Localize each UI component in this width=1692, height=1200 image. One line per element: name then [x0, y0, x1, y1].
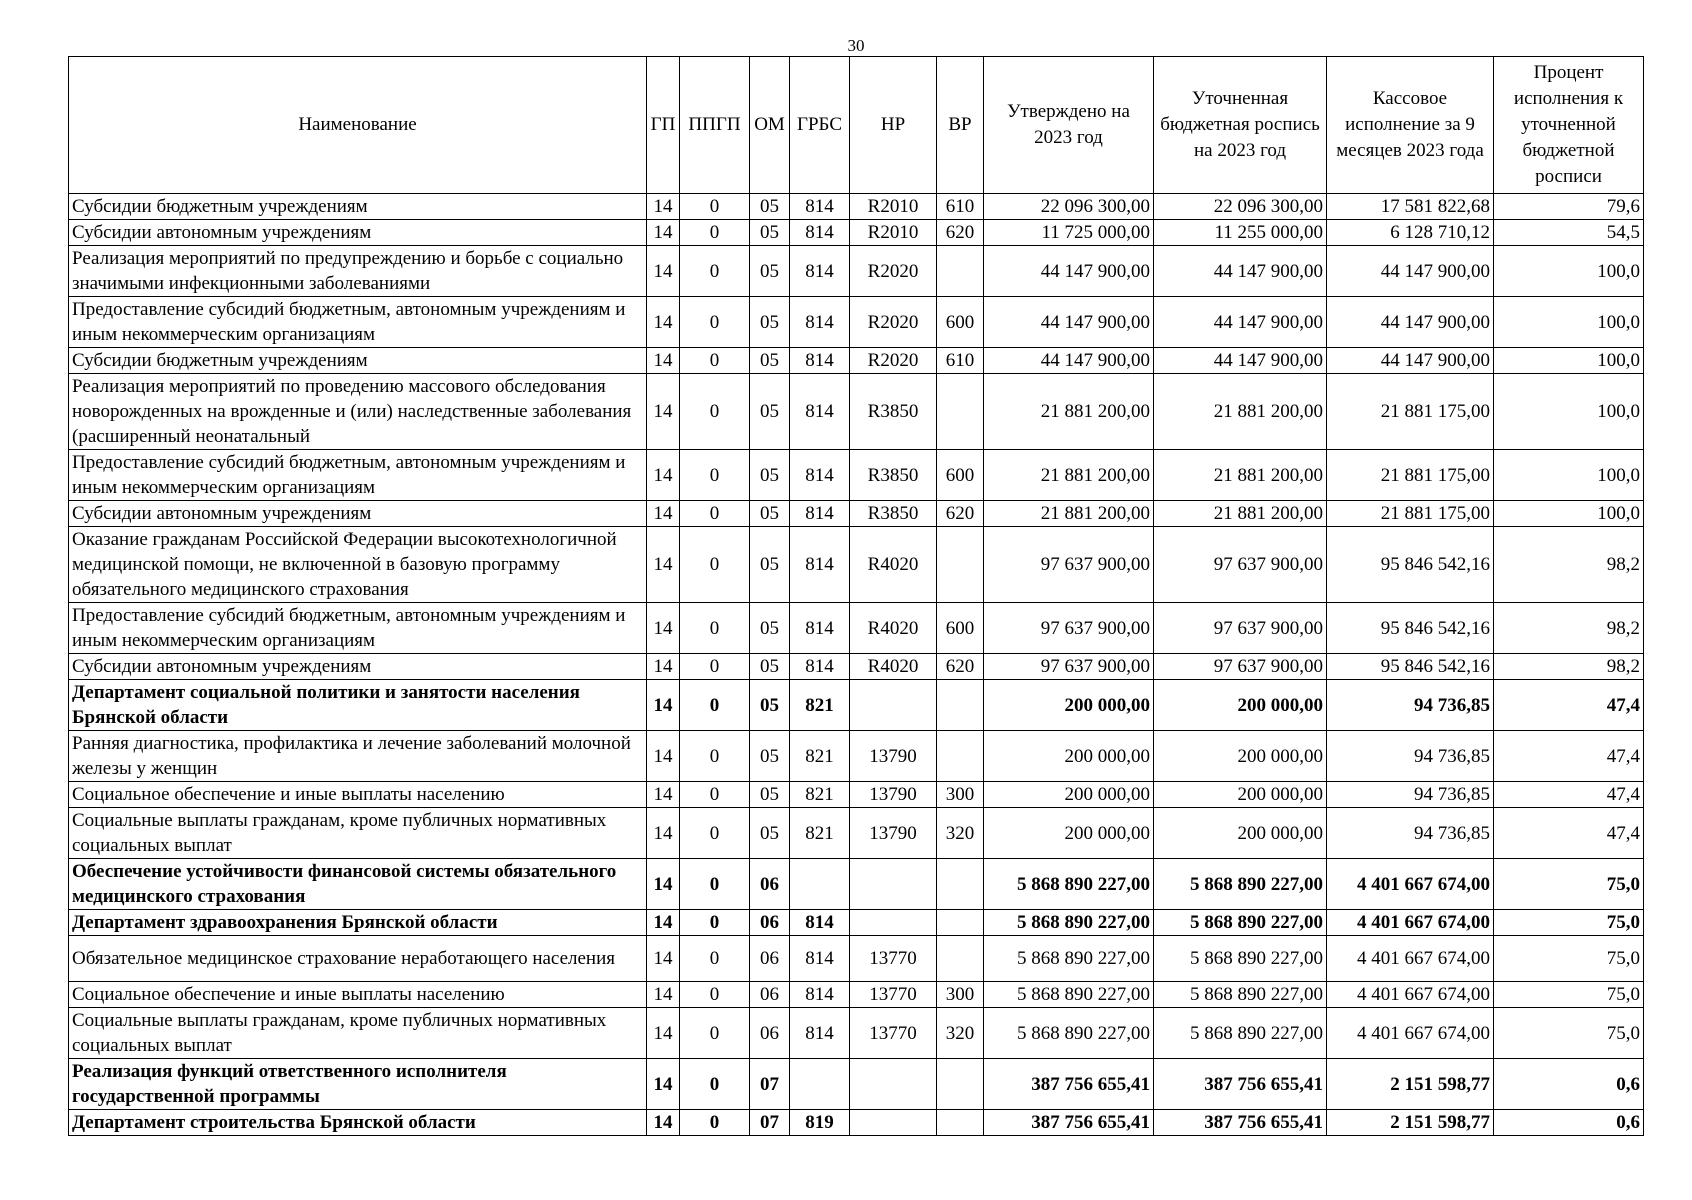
cell-vr [937, 374, 984, 450]
header-om: ОМ [750, 57, 790, 194]
header-vr: ВР [937, 57, 984, 194]
table-row [69, 859, 1644, 910]
table-row [69, 527, 1644, 603]
cell-executed: 95 846 542,16 [1327, 654, 1494, 680]
table-body [69, 194, 1644, 1136]
cell-grbs: 814 [790, 501, 850, 527]
cell-percent: 98,2 [1494, 527, 1644, 603]
header-name: Наименование [69, 57, 647, 194]
cell-gp: 14 [647, 297, 680, 348]
cell-gp: 14 [647, 603, 680, 654]
table-row [69, 450, 1644, 501]
cell-executed: 2 151 598,77 [1327, 1059, 1494, 1110]
cell-om: 05 [750, 527, 790, 603]
cell-revised: 5 868 890 227,00 [1154, 1008, 1327, 1059]
cell-gp: 14 [647, 450, 680, 501]
cell-vr [937, 731, 984, 782]
cell-percent: 100,0 [1494, 450, 1644, 501]
cell-vr: 600 [937, 297, 984, 348]
cell-vr [937, 680, 984, 731]
cell-name: Предоставление субсидий бюджетным, автономным учреждениям и иным некоммерческим организациям [69, 603, 647, 654]
cell-vr: 320 [937, 1008, 984, 1059]
cell-name: Департамент социальной политики и занятости населения Брянской области [69, 680, 647, 731]
cell-name: Субсидии автономным учреждениям [69, 220, 647, 246]
cell-approved: 200 000,00 [984, 680, 1154, 731]
cell-executed: 4 401 667 674,00 [1327, 1008, 1494, 1059]
cell-approved: 5 868 890 227,00 [984, 1008, 1154, 1059]
header-ppgp: ППГП [680, 57, 750, 194]
cell-grbs: 814 [790, 246, 850, 297]
cell-om: 05 [750, 194, 790, 220]
cell-np: R2020 [850, 246, 937, 297]
cell-name: Реализация мероприятий по предупреждению и борьбе с социально значимыми инфекционными заболеваниями [69, 246, 647, 297]
cell-executed: 44 147 900,00 [1327, 297, 1494, 348]
cell-percent: 47,4 [1494, 680, 1644, 731]
table-row [69, 297, 1644, 348]
cell-np: 13770 [850, 982, 937, 1008]
cell-vr [937, 936, 984, 982]
cell-revised: 44 147 900,00 [1154, 246, 1327, 297]
table-row [69, 808, 1644, 859]
table-row [69, 1110, 1644, 1136]
cell-om: 06 [750, 936, 790, 982]
cell-name: Ранняя диагностика, профилактика и лечение заболеваний молочной железы у женщин [69, 731, 647, 782]
cell-name: Департамент строительства Брянской области [69, 1110, 647, 1136]
cell-approved: 21 881 200,00 [984, 501, 1154, 527]
cell-revised: 11 255 000,00 [1154, 220, 1327, 246]
cell-grbs: 814 [790, 348, 850, 374]
cell-percent: 100,0 [1494, 374, 1644, 450]
cell-revised: 200 000,00 [1154, 680, 1327, 731]
cell-executed: 21 881 175,00 [1327, 450, 1494, 501]
cell-np [850, 680, 937, 731]
cell-executed: 94 736,85 [1327, 808, 1494, 859]
cell-gp: 14 [647, 374, 680, 450]
cell-om: 07 [750, 1110, 790, 1136]
cell-percent: 79,6 [1494, 194, 1644, 220]
cell-executed: 44 147 900,00 [1327, 348, 1494, 374]
cell-np: R2020 [850, 348, 937, 374]
cell-grbs: 814 [790, 194, 850, 220]
cell-ppgp: 0 [680, 1110, 750, 1136]
cell-ppgp: 0 [680, 859, 750, 910]
cell-name: Оказание гражданам Российской Федерации высокотехнологичной медицинской помощи, не включенной в базовую программу обязательного медицинского страхования [69, 527, 647, 603]
cell-ppgp: 0 [680, 731, 750, 782]
cell-vr: 300 [937, 782, 984, 808]
cell-percent: 75,0 [1494, 859, 1644, 910]
cell-vr [937, 859, 984, 910]
cell-approved: 21 881 200,00 [984, 450, 1154, 501]
cell-grbs: 821 [790, 782, 850, 808]
cell-name: Социальное обеспечение и иные выплаты населению [69, 982, 647, 1008]
cell-om: 05 [750, 782, 790, 808]
cell-gp: 14 [647, 246, 680, 297]
cell-ppgp: 0 [680, 982, 750, 1008]
table-row [69, 348, 1644, 374]
cell-gp: 14 [647, 982, 680, 1008]
cell-name: Департамент здравоохранения Брянской области [69, 910, 647, 936]
header-row [69, 57, 1644, 194]
cell-vr: 620 [937, 220, 984, 246]
cell-np: R4020 [850, 603, 937, 654]
cell-executed: 95 846 542,16 [1327, 527, 1494, 603]
cell-approved: 44 147 900,00 [984, 348, 1154, 374]
cell-name: Реализация мероприятий по проведению массового обследования новорожденных на врожденные и (или) наследственные заболевания (расширенный неонатальный [69, 374, 647, 450]
cell-percent: 0,6 [1494, 1110, 1644, 1136]
cell-executed: 94 736,85 [1327, 782, 1494, 808]
cell-revised: 21 881 200,00 [1154, 450, 1327, 501]
cell-np: 13770 [850, 1008, 937, 1059]
cell-revised: 97 637 900,00 [1154, 603, 1327, 654]
cell-approved: 200 000,00 [984, 782, 1154, 808]
cell-ppgp: 0 [680, 1008, 750, 1059]
cell-gp: 14 [647, 220, 680, 246]
cell-gp: 14 [647, 859, 680, 910]
cell-np: R4020 [850, 527, 937, 603]
cell-revised: 200 000,00 [1154, 808, 1327, 859]
cell-name: Субсидии бюджетным учреждениям [69, 194, 647, 220]
cell-ppgp: 0 [680, 246, 750, 297]
cell-om: 05 [750, 220, 790, 246]
cell-om: 06 [750, 1008, 790, 1059]
cell-gp: 14 [647, 1059, 680, 1110]
cell-approved: 5 868 890 227,00 [984, 910, 1154, 936]
cell-executed: 17 581 822,68 [1327, 194, 1494, 220]
cell-om: 06 [750, 910, 790, 936]
cell-name: Социальные выплаты гражданам, кроме публичных нормативных социальных выплат [69, 808, 647, 859]
cell-gp: 14 [647, 910, 680, 936]
cell-percent: 98,2 [1494, 654, 1644, 680]
cell-percent: 100,0 [1494, 501, 1644, 527]
table-row [69, 220, 1644, 246]
cell-revised: 97 637 900,00 [1154, 654, 1327, 680]
cell-name: Обеспечение устойчивости финансовой системы обязательного медицинского страхования [69, 859, 647, 910]
cell-revised: 44 147 900,00 [1154, 297, 1327, 348]
cell-percent: 75,0 [1494, 982, 1644, 1008]
cell-vr: 620 [937, 501, 984, 527]
cell-ppgp: 0 [680, 1059, 750, 1110]
cell-revised: 21 881 200,00 [1154, 501, 1327, 527]
cell-executed: 44 147 900,00 [1327, 246, 1494, 297]
header-revised: Уточненная бюджетная роспись на 2023 год [1154, 57, 1327, 194]
cell-grbs: 814 [790, 936, 850, 982]
cell-np: 13790 [850, 731, 937, 782]
cell-percent: 0,6 [1494, 1059, 1644, 1110]
cell-om: 07 [750, 1059, 790, 1110]
header-approved: Утверждено на 2023 год [984, 57, 1154, 194]
cell-ppgp: 0 [680, 348, 750, 374]
table-row [69, 246, 1644, 297]
table-row [69, 982, 1644, 1008]
cell-executed: 21 881 175,00 [1327, 501, 1494, 527]
cell-percent: 75,0 [1494, 936, 1644, 982]
cell-executed: 4 401 667 674,00 [1327, 936, 1494, 982]
cell-ppgp: 0 [680, 374, 750, 450]
cell-vr: 300 [937, 982, 984, 1008]
cell-revised: 387 756 655,41 [1154, 1059, 1327, 1110]
cell-grbs: 814 [790, 982, 850, 1008]
cell-approved: 44 147 900,00 [984, 246, 1154, 297]
cell-ppgp: 0 [680, 910, 750, 936]
cell-executed: 6 128 710,12 [1327, 220, 1494, 246]
cell-om: 05 [750, 450, 790, 501]
cell-grbs: 821 [790, 731, 850, 782]
cell-ppgp: 0 [680, 936, 750, 982]
cell-name: Социальное обеспечение и иные выплаты населению [69, 782, 647, 808]
cell-percent: 75,0 [1494, 910, 1644, 936]
cell-grbs: 821 [790, 808, 850, 859]
cell-grbs: 814 [790, 654, 850, 680]
table-row [69, 1059, 1644, 1110]
table-row [69, 374, 1644, 450]
cell-percent: 47,4 [1494, 808, 1644, 859]
cell-approved: 97 637 900,00 [984, 527, 1154, 603]
cell-name: Реализация функций ответственного исполнителя государственной программы [69, 1059, 647, 1110]
cell-gp: 14 [647, 680, 680, 731]
cell-np: R3850 [850, 374, 937, 450]
cell-np [850, 1059, 937, 1110]
header-grbs: ГРБС [790, 57, 850, 194]
cell-gp: 14 [647, 348, 680, 374]
cell-approved: 5 868 890 227,00 [984, 936, 1154, 982]
cell-grbs: 814 [790, 603, 850, 654]
cell-approved: 11 725 000,00 [984, 220, 1154, 246]
cell-np [850, 910, 937, 936]
cell-grbs [790, 859, 850, 910]
cell-percent: 47,4 [1494, 782, 1644, 808]
cell-gp: 14 [647, 936, 680, 982]
cell-vr [937, 1059, 984, 1110]
cell-om: 06 [750, 859, 790, 910]
cell-ppgp: 0 [680, 527, 750, 603]
cell-executed: 4 401 667 674,00 [1327, 982, 1494, 1008]
cell-revised: 5 868 890 227,00 [1154, 910, 1327, 936]
cell-revised: 5 868 890 227,00 [1154, 859, 1327, 910]
cell-vr: 610 [937, 194, 984, 220]
cell-revised: 200 000,00 [1154, 782, 1327, 808]
cell-gp: 14 [647, 654, 680, 680]
cell-om: 06 [750, 982, 790, 1008]
cell-approved: 200 000,00 [984, 731, 1154, 782]
cell-approved: 44 147 900,00 [984, 297, 1154, 348]
header-percent: Процент исполнения к уточненной бюджетной росписи [1494, 57, 1644, 194]
cell-np: R2010 [850, 220, 937, 246]
cell-approved: 5 868 890 227,00 [984, 982, 1154, 1008]
cell-np: 13790 [850, 808, 937, 859]
cell-name: Субсидии бюджетным учреждениям [69, 348, 647, 374]
cell-np: 13790 [850, 782, 937, 808]
cell-grbs [790, 1059, 850, 1110]
cell-name: Предоставление субсидий бюджетным, автономным учреждениям и иным некоммерческим организациям [69, 450, 647, 501]
table-row [69, 910, 1644, 936]
cell-np: R2020 [850, 297, 937, 348]
cell-vr [937, 246, 984, 297]
cell-name: Обязательное медицинское страхование неработающего населения [69, 936, 647, 982]
cell-approved: 97 637 900,00 [984, 603, 1154, 654]
cell-executed: 95 846 542,16 [1327, 603, 1494, 654]
cell-approved: 97 637 900,00 [984, 654, 1154, 680]
cell-om: 05 [750, 297, 790, 348]
cell-executed: 4 401 667 674,00 [1327, 910, 1494, 936]
table-row [69, 654, 1644, 680]
cell-revised: 22 096 300,00 [1154, 194, 1327, 220]
cell-name: Субсидии автономным учреждениям [69, 654, 647, 680]
table-row [69, 782, 1644, 808]
cell-approved: 200 000,00 [984, 808, 1154, 859]
cell-approved: 5 868 890 227,00 [984, 859, 1154, 910]
header-np: НР [850, 57, 937, 194]
cell-name: Субсидии автономным учреждениям [69, 501, 647, 527]
cell-om: 05 [750, 680, 790, 731]
cell-grbs: 814 [790, 374, 850, 450]
cell-executed: 4 401 667 674,00 [1327, 859, 1494, 910]
cell-vr: 600 [937, 450, 984, 501]
cell-percent: 75,0 [1494, 1008, 1644, 1059]
cell-vr [937, 910, 984, 936]
cell-approved: 387 756 655,41 [984, 1110, 1154, 1136]
cell-grbs: 814 [790, 220, 850, 246]
table-row [69, 936, 1644, 982]
cell-ppgp: 0 [680, 501, 750, 527]
cell-np [850, 859, 937, 910]
cell-np: R3850 [850, 450, 937, 501]
cell-gp: 14 [647, 527, 680, 603]
cell-approved: 21 881 200,00 [984, 374, 1154, 450]
cell-revised: 97 637 900,00 [1154, 527, 1327, 603]
cell-name: Социальные выплаты гражданам, кроме публичных нормативных социальных выплат [69, 1008, 647, 1059]
cell-om: 05 [750, 654, 790, 680]
cell-vr: 320 [937, 808, 984, 859]
table-row [69, 194, 1644, 220]
cell-grbs: 814 [790, 910, 850, 936]
cell-vr [937, 1110, 984, 1136]
cell-percent: 100,0 [1494, 246, 1644, 297]
cell-revised: 387 756 655,41 [1154, 1110, 1327, 1136]
cell-executed: 94 736,85 [1327, 680, 1494, 731]
cell-om: 05 [750, 731, 790, 782]
header-executed: Кассовое исполнение за 9 месяцев 2023 года [1327, 57, 1494, 194]
cell-grbs: 814 [790, 297, 850, 348]
cell-om: 05 [750, 501, 790, 527]
cell-percent: 98,2 [1494, 603, 1644, 654]
cell-om: 05 [750, 808, 790, 859]
cell-ppgp: 0 [680, 220, 750, 246]
cell-np [850, 1110, 937, 1136]
cell-grbs: 821 [790, 680, 850, 731]
cell-percent: 100,0 [1494, 297, 1644, 348]
cell-gp: 14 [647, 808, 680, 859]
cell-executed: 21 881 175,00 [1327, 374, 1494, 450]
cell-ppgp: 0 [680, 654, 750, 680]
cell-ppgp: 0 [680, 680, 750, 731]
cell-gp: 14 [647, 501, 680, 527]
cell-ppgp: 0 [680, 603, 750, 654]
cell-ppgp: 0 [680, 808, 750, 859]
cell-approved: 387 756 655,41 [984, 1059, 1154, 1110]
cell-ppgp: 0 [680, 450, 750, 501]
cell-name: Предоставление субсидий бюджетным, автономным учреждениям и иным некоммерческим организациям [69, 297, 647, 348]
cell-percent: 54,5 [1494, 220, 1644, 246]
cell-gp: 14 [647, 194, 680, 220]
cell-gp: 14 [647, 1008, 680, 1059]
table-row [69, 680, 1644, 731]
cell-np: R4020 [850, 654, 937, 680]
cell-om: 05 [750, 603, 790, 654]
cell-gp: 14 [647, 1110, 680, 1136]
page-number: 30 [847, 36, 865, 55]
cell-executed: 2 151 598,77 [1327, 1110, 1494, 1136]
cell-percent: 100,0 [1494, 348, 1644, 374]
cell-grbs: 819 [790, 1110, 850, 1136]
table-row [69, 603, 1644, 654]
cell-approved: 22 096 300,00 [984, 194, 1154, 220]
cell-np: R2010 [850, 194, 937, 220]
cell-vr: 600 [937, 603, 984, 654]
cell-grbs: 814 [790, 527, 850, 603]
cell-revised: 200 000,00 [1154, 731, 1327, 782]
table-row [69, 501, 1644, 527]
budget-table [68, 56, 1644, 1136]
cell-vr: 620 [937, 654, 984, 680]
table-row [69, 731, 1644, 782]
cell-revised: 5 868 890 227,00 [1154, 936, 1327, 982]
cell-revised: 21 881 200,00 [1154, 374, 1327, 450]
cell-revised: 44 147 900,00 [1154, 348, 1327, 374]
header-gp: ГП [647, 57, 680, 194]
cell-grbs: 814 [790, 450, 850, 501]
cell-percent: 47,4 [1494, 731, 1644, 782]
cell-gp: 14 [647, 731, 680, 782]
table-row [69, 1008, 1644, 1059]
cell-vr [937, 527, 984, 603]
cell-executed: 94 736,85 [1327, 731, 1494, 782]
cell-om: 05 [750, 374, 790, 450]
cell-ppgp: 0 [680, 297, 750, 348]
cell-revised: 5 868 890 227,00 [1154, 982, 1327, 1008]
cell-np: 13770 [850, 936, 937, 982]
cell-ppgp: 0 [680, 194, 750, 220]
cell-grbs: 814 [790, 1008, 850, 1059]
cell-vr: 610 [937, 348, 984, 374]
cell-om: 05 [750, 246, 790, 297]
cell-gp: 14 [647, 782, 680, 808]
cell-ppgp: 0 [680, 782, 750, 808]
cell-np: R3850 [850, 501, 937, 527]
cell-om: 05 [750, 348, 790, 374]
